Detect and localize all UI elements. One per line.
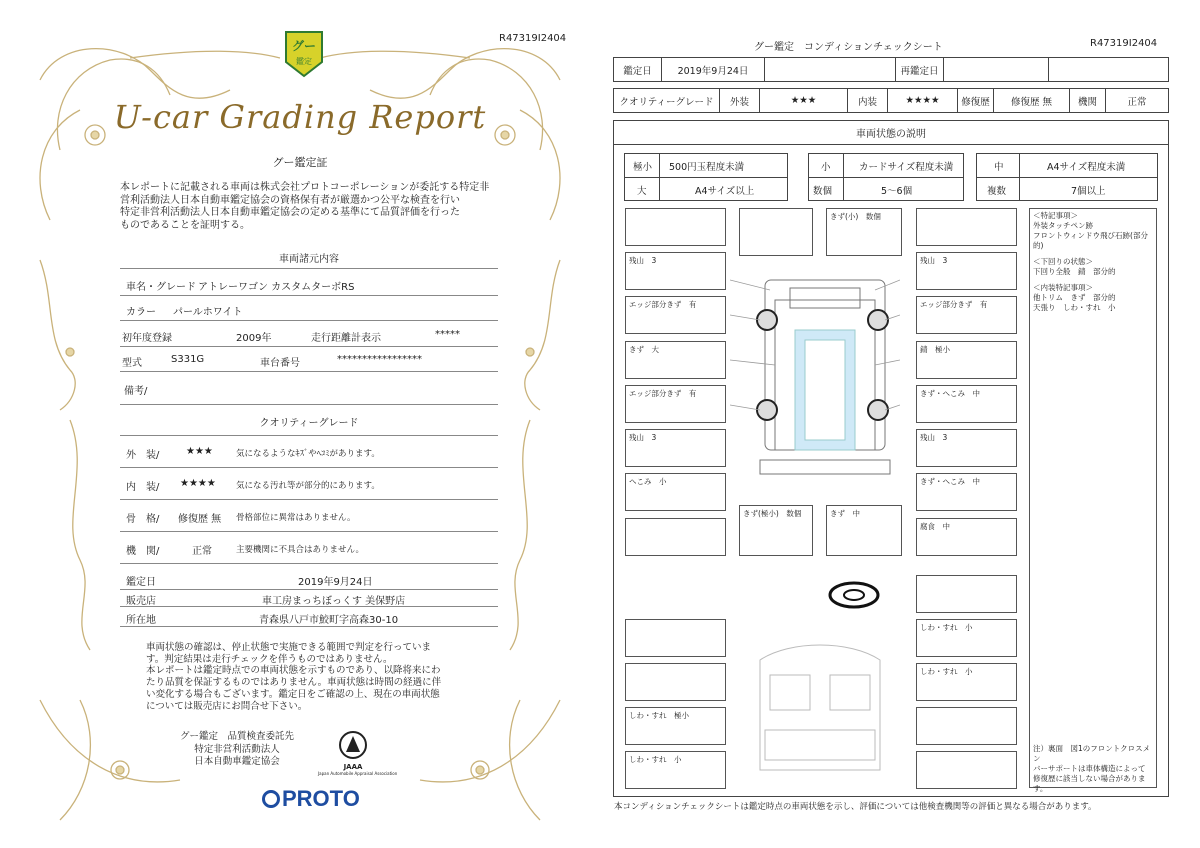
legend-s-label: 小 [821,162,831,173]
damage-label: きず(小) 数個 [830,212,881,221]
damage-box-left-4 [625,341,726,379]
model-label: 型式 [122,358,142,369]
exterior-grade-value: ★★★ [186,446,213,457]
damage-box-left-2 [625,252,726,290]
name-label: 車名・グレード [126,282,196,293]
quality-label: クオリティーグレード [614,89,720,112]
steering-wheel-icon [828,580,880,610]
interior-box-left-3 [625,707,726,745]
notice-line: たり品質を保証するものではありません。車両状態は時間の経過に伴 [146,677,442,689]
quality-row [613,88,1169,113]
reference-number: R47319I2404 [499,33,567,44]
damage-label: 腐食 中 [920,522,950,531]
jaaa-emblem-icon [338,730,368,760]
notice-line: い変化する場合もございます。鑑定日をご確認の上、現在の車両状態 [146,688,440,700]
interior-box-left-1 [625,619,726,657]
damage-box-right-1 [916,208,1017,246]
shop-label: 販売店 [126,596,156,607]
car-top-view-diagram [730,260,900,480]
damage-label: しわ・すれ 小 [629,755,682,764]
note-line: 的) [1033,241,1044,250]
registration-value: 2009年 [236,333,272,344]
divider [120,404,498,405]
legend-xs-value: 500円玉程度未満 [669,162,745,173]
registration-label: 初年度登録 [122,333,172,344]
chassis-label: 車台番号 [260,358,300,369]
divider [120,589,498,590]
exterior-grade-desc: 気になるようなｷｽﾞやﾍｺﾐがあります。 [236,449,380,459]
engine-grade-value: 正常 [192,546,212,557]
exterior-value: ★★★ [760,89,848,112]
vehicle-state-title: 車両状態の説明 [614,121,1168,145]
legend-l-label: 大 [637,186,647,197]
damage-box-top-2 [826,208,902,256]
remarks-label: 備考/ [124,386,148,397]
frame-grade-value: 修復歴 無 [178,514,222,525]
repair-value: 修復歴 無 [994,89,1070,112]
damage-box-left-1 [625,208,726,246]
cert-line: 本レポートに記載される車両は株式会社プロトコーポレーションが委託する特定非 [120,182,490,193]
divider [120,499,498,500]
shop-value: 車工房まっちぼっくす 美保野店 [262,596,406,607]
appraisal-date-label: 鑑定日 [126,577,156,588]
damage-box-bottom-2 [826,505,902,556]
divider [120,563,498,564]
car-interior-diagram [750,640,890,780]
damage-box-top-1 [739,208,813,256]
color-value: パールホワイト [173,307,243,318]
date-row [613,57,1169,82]
issuer-line: グー鑑定 品質検査委託先 [179,731,294,742]
engine-grade-desc: 主要機関に不具合はありません。 [236,545,365,555]
damage-label: しわ・すれ 極小 [629,711,689,720]
interior-box-left-4 [625,751,726,789]
note-line: 他トリム きず 部分的 [1033,293,1116,302]
color-label: カラー [126,307,156,318]
engine-label: 機関 [1070,89,1106,112]
damage-label: 錆 極小 [920,345,950,354]
exterior-label: 外装 [720,89,760,112]
footnote [1030,744,1156,794]
report-script-title: U-car Grading Report [113,98,487,136]
legend-several-value: 5～6個 [881,186,913,197]
damage-box-left-8 [625,518,726,556]
interior-box-right-2 [916,619,1017,657]
damage-label: エッジ部分きず 有 [629,300,697,309]
notice-line: 車両状態の確認は、停止状態で実施できる範囲で判定を行っていま [146,642,432,653]
legend-m-value: A4サイズ程度未満 [1047,162,1126,173]
damage-label: きず(極小) 数個 [743,509,802,518]
frame-grade-desc: 骨格部位に異常はありません。 [236,513,356,523]
notice-line: については販売店にお問合せ下さい。 [146,700,308,712]
damage-box-right-3 [916,296,1017,334]
damage-box-bottom-1 [739,505,813,556]
issuer-line: 日本自動車鑑定協会 [194,756,280,767]
interior-box-left-2 [625,663,726,701]
engine-grade-label: 機 関/ [126,546,160,557]
interior-grade-value: ★★★★ [180,478,216,489]
date-label: 鑑定日 [614,58,662,81]
cert-line: 営利活動法人日本自動車鑑定協会の資格保有者が厳選かつ公平な検査を行い [120,194,460,206]
footnote-line: す。 [1033,784,1048,793]
notice-text [146,642,476,712]
name-value: アトレーワゴン カスタムターボRS [198,282,355,293]
jaaa-subtext: Japan Automobile Appraisal Association [318,771,398,776]
legend-m-label: 中 [994,162,1004,173]
proto-mark-icon [262,790,280,808]
damage-box-right-7 [916,473,1017,511]
certificate-body [120,182,500,232]
damage-label: エッジ部分きず 有 [629,389,697,398]
damage-box-right-2 [916,252,1017,290]
frame-grade-label: 骨 格/ [126,514,160,525]
legend-s-value: カードサイズ程度未満 [859,162,954,173]
interior-box-right-3 [916,663,1017,701]
divider [120,606,498,607]
note-line: 天張り しわ・すれ 小 [1033,303,1116,312]
interior-grade-label: 内 装/ [126,482,160,493]
notice-line: 本レポートは鑑定時点での車両状態を示すものであり、以降将来にわ [146,665,441,677]
reappraisal-value [944,58,1049,81]
jaaa-logo [318,730,398,776]
divider [120,268,498,269]
mileage-value: ***** [435,329,460,340]
damage-label: きず・へこみ 中 [920,477,980,486]
legend-multiple-label: 複数 [987,186,1007,197]
interior-box-right-1 [916,575,1017,613]
address-label: 所在地 [126,615,156,626]
divider [120,531,498,532]
damage-label: 残山 3 [920,433,948,442]
divider [120,371,498,372]
damage-label: しわ・すれ 小 [920,623,973,632]
reappraisal-label: 再鑑定日 [896,58,944,81]
note-line: ＜特記事項＞ [1033,211,1078,220]
interior-box-right-5 [916,751,1017,789]
sheet-title: グー鑑定 コンディションチェックシート [754,42,943,53]
jaaa-text: JAAA [343,763,363,771]
damage-box-right-4 [916,341,1017,379]
divider [120,320,498,321]
certificate-title: グー鑑定証 [272,156,328,169]
interior-value: ★★★★ [888,89,958,112]
damage-box-left-3 [625,296,726,334]
interior-grade-desc: 気になる汚れ等が部分的にあります。 [236,481,380,491]
proto-logo [262,786,360,812]
logo-label: 鑑定 [296,57,312,66]
issuer-block [172,731,302,769]
issuer-line: 特定非営利活動法人 [194,743,280,755]
legend-xs-label: 極小 [633,162,653,173]
divider [120,626,498,627]
address-value: 青森県八戸市鮫町字高森30-10 [259,615,399,626]
damage-box-left-7 [625,473,726,511]
damage-label: きず 大 [629,345,659,354]
exterior-grade-label: 外 装/ [126,450,160,461]
mileage-label: 走行距離計表示 [311,333,381,344]
cert-line: ものであることを証明する。 [120,219,250,231]
special-notes-panel [1029,208,1157,793]
interior-box-right-4 [916,707,1017,745]
legend-table-2 [808,153,964,201]
date-blank [765,58,896,81]
note-line: フロントウィンドウ飛び石跡(部分 [1033,231,1148,240]
note-line: ＜下回りの状態＞ [1033,257,1093,266]
footnote-line: バーサポートは車体構造によって [1033,764,1146,773]
damage-label: 残山 3 [920,256,948,265]
damage-label: 残山 3 [629,256,657,265]
specs-title: 車両諸元内容 [279,254,339,265]
proto-text: PROTO [282,786,360,811]
grade-title: クオリティーグレード [259,418,359,429]
note-line: 下回り全般 錆 部分的 [1033,267,1116,276]
divider [120,467,498,468]
divider [120,346,498,347]
divider [120,295,498,296]
appraisal-date-value: 2019年9月24日 [298,577,373,588]
sheet-reference-number: R47319I2404 [1090,38,1158,49]
footnote-line: 注）裏面 図1のフロントクロスメン [1033,744,1151,763]
damage-label: しわ・すれ 小 [920,667,973,676]
damage-box-left-6 [625,429,726,467]
note-line: ＜内装特記事項＞ [1033,283,1093,292]
repair-label: 修復歴 [958,89,994,112]
notice-line: す。判定結果は走行チェックを伴うものではありません。 [146,653,393,665]
legend-multiple-value: 7個以上 [1071,186,1106,197]
damage-label: きず・へこみ 中 [920,389,980,398]
damage-box-right-6 [916,429,1017,467]
goo-kantei-logo [283,30,325,78]
damage-label: 残山 3 [629,433,657,442]
legend-table-1 [624,153,788,201]
damage-label: きず 中 [830,509,860,518]
footnote-line: 修復歴に該当しない場合がありま [1033,774,1146,783]
note-line: 外装タッチペン跡 [1033,221,1093,230]
chassis-value: ***************** [337,354,422,365]
legend-several-label: 数個 [813,186,833,197]
legend-table-3 [976,153,1158,201]
engine-value: 正常 [1127,96,1147,108]
divider [120,435,498,436]
damage-box-right-5 [916,385,1017,423]
damage-label: エッジ部分きず 有 [920,300,988,309]
model-value: S331G [171,354,205,365]
interior-label: 内装 [848,89,888,112]
damage-box-right-8 [916,518,1017,556]
damage-label: へこみ 小 [629,477,667,486]
damage-box-left-5 [625,385,726,423]
cert-line: 特定非営利活動法人日本自動車鑑定協会の定める基準にて品質評価を行った [120,207,460,218]
date-value: 2019年9月24日 [662,58,765,81]
bottom-note: 本コンディションチェックシートは鑑定時点の車両状態を示し、評価については他検査機関等の評価と異なる場合があります。 [614,802,1097,812]
legend-l-value: A4サイズ以上 [695,186,755,197]
svg-text:グー: グー [291,39,317,53]
